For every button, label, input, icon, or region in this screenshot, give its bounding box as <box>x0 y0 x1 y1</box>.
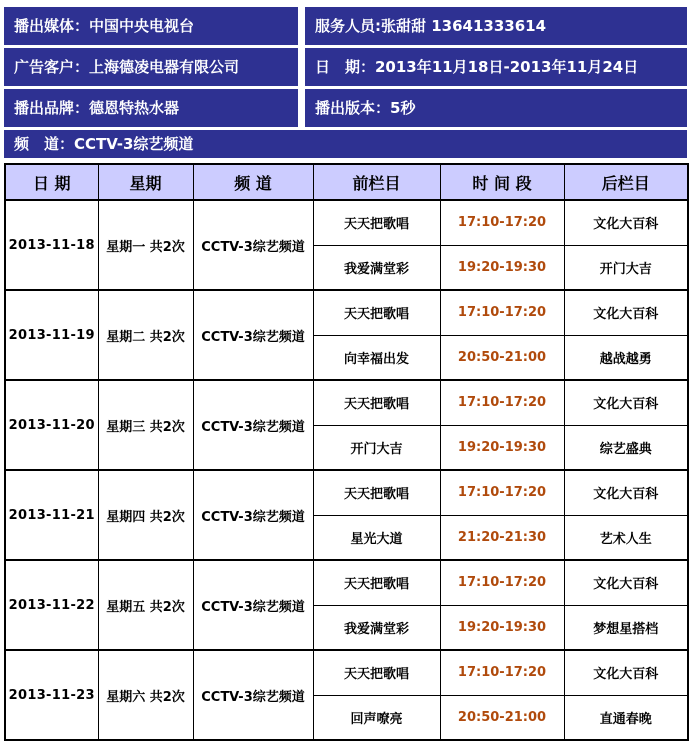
channel-banner: 频 道：CCTV-3综艺频道 <box>4 130 687 158</box>
channel-cell: CCTV-3综艺频道 <box>193 290 313 380</box>
time-slot-cell: 20:50-21:00 <box>440 695 564 740</box>
date-cell: 2013-11-21 <box>5 470 98 560</box>
column-header-before: 前栏目 <box>313 164 440 200</box>
week-cell: 星期一 共2次 <box>98 200 193 290</box>
after-program-cell: 直通春晚 <box>564 695 688 740</box>
time-slot-cell: 21:20-21:30 <box>440 515 564 560</box>
before-program-cell: 天天把歌唱 <box>313 380 440 425</box>
week-cell: 星期六 共2次 <box>98 650 193 740</box>
before-program-cell: 我爱满堂彩 <box>313 605 440 650</box>
after-program-cell: 文化大百科 <box>564 380 688 425</box>
channel-cell: CCTV-3综艺频道 <box>193 470 313 560</box>
date-cell: 2013-11-22 <box>5 560 98 650</box>
channel-cell: CCTV-3综艺频道 <box>193 650 313 740</box>
table-row <box>5 650 688 695</box>
before-program-cell: 天天把歌唱 <box>313 650 440 695</box>
broadcast-media-cell: 播出媒体：中国中央电视台 <box>4 7 298 45</box>
time-slot-cell: 19:20-19:30 <box>440 425 564 470</box>
week-cell: 星期二 共2次 <box>98 290 193 380</box>
info-panel <box>4 7 687 158</box>
before-program-cell: 天天把歌唱 <box>313 470 440 515</box>
before-program-cell: 回声嘹亮 <box>313 695 440 740</box>
before-program-cell: 我爱满堂彩 <box>313 245 440 290</box>
time-slot-cell: 20:50-21:00 <box>440 335 564 380</box>
before-program-cell: 向幸福出发 <box>313 335 440 380</box>
date-cell: 2013-11-19 <box>5 290 98 380</box>
schedule-header <box>5 164 688 200</box>
table-row <box>5 200 688 245</box>
before-program-cell: 星光大道 <box>313 515 440 560</box>
after-program-cell: 文化大百科 <box>564 290 688 335</box>
version-cell: 播出版本：5秒 <box>305 89 687 127</box>
table-row <box>5 470 688 515</box>
info-row <box>4 7 687 45</box>
date-range-cell: 日 期：2013年11月18日-2013年11月24日 <box>305 48 687 86</box>
column-header-after: 后栏目 <box>564 164 688 200</box>
after-program-cell: 艺术人生 <box>564 515 688 560</box>
table-row <box>5 380 688 425</box>
column-header-week: 星期 <box>98 164 193 200</box>
channel-cell: CCTV-3综艺频道 <box>193 380 313 470</box>
after-program-cell: 文化大百科 <box>564 470 688 515</box>
week-cell: 星期五 共2次 <box>98 560 193 650</box>
date-cell: 2013-11-18 <box>5 200 98 290</box>
time-slot-cell: 17:10-17:20 <box>440 560 564 605</box>
table-row <box>5 560 688 605</box>
table-row <box>5 290 688 335</box>
brand-cell: 播出品牌：德恩特热水器 <box>4 89 298 127</box>
before-program-cell: 开门大吉 <box>313 425 440 470</box>
header-row <box>5 164 688 200</box>
time-slot-cell: 19:20-19:30 <box>440 245 564 290</box>
date-cell: 2013-11-20 <box>5 380 98 470</box>
before-program-cell: 天天把歌唱 <box>313 560 440 605</box>
channel-cell: CCTV-3综艺频道 <box>193 200 313 290</box>
after-program-cell: 梦想星搭档 <box>564 605 688 650</box>
column-header-time: 时 间 段 <box>440 164 564 200</box>
service-staff-cell: 服务人员:张甜甜 13641333614 <box>305 7 687 45</box>
info-row <box>4 89 687 127</box>
channel-cell: CCTV-3综艺频道 <box>193 560 313 650</box>
after-program-cell: 综艺盛典 <box>564 425 688 470</box>
week-cell: 星期四 共2次 <box>98 470 193 560</box>
schedule-table <box>4 163 689 741</box>
time-slot-cell: 17:10-17:20 <box>440 200 564 245</box>
time-slot-cell: 19:20-19:30 <box>440 605 564 650</box>
after-program-cell: 文化大百科 <box>564 560 688 605</box>
date-cell: 2013-11-23 <box>5 650 98 740</box>
info-row <box>4 48 687 86</box>
time-slot-cell: 17:10-17:20 <box>440 380 564 425</box>
column-header-date: 日 期 <box>5 164 98 200</box>
time-slot-cell: 17:10-17:20 <box>440 290 564 335</box>
time-slot-cell: 17:10-17:20 <box>440 650 564 695</box>
time-slot-cell: 17:10-17:20 <box>440 470 564 515</box>
after-program-cell: 越战越勇 <box>564 335 688 380</box>
week-cell: 星期三 共2次 <box>98 380 193 470</box>
column-header-channel: 频 道 <box>193 164 313 200</box>
after-program-cell: 文化大百科 <box>564 200 688 245</box>
before-program-cell: 天天把歌唱 <box>313 290 440 335</box>
advertiser-cell: 广告客户：上海德凌电器有限公司 <box>4 48 298 86</box>
after-program-cell: 文化大百科 <box>564 650 688 695</box>
schedule-body <box>5 200 688 740</box>
after-program-cell: 开门大吉 <box>564 245 688 290</box>
before-program-cell: 天天把歌唱 <box>313 200 440 245</box>
